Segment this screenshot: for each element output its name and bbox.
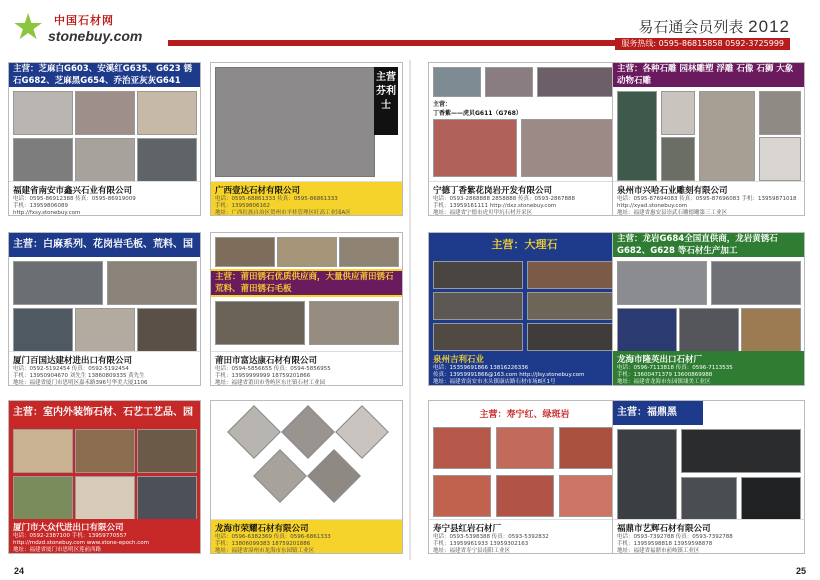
contact-line: 电话：0593-2868888 2858888 传真：0593-2867888 — [433, 196, 575, 202]
contact-line: 地址：福建省厦门市思明区莲前西路 — [13, 547, 102, 553]
star-logo-icon: ★ — [12, 7, 45, 48]
company-name: 泉州市兴哈石业雕刻有限公司 — [617, 186, 728, 196]
ad-card-yida[interactable] — [210, 62, 403, 216]
label-main: 主营：寿宁红、绿斑岩 — [479, 410, 570, 420]
ad-footer — [9, 181, 200, 215]
company-name: 莆田市富达康石材有限公司 — [215, 356, 318, 366]
ad-banner: 主营：白麻系列、花岗岩毛板、荒料、国 — [9, 233, 200, 257]
logo-cn-text: 中国石材网 — [54, 14, 114, 27]
company-name: 宁德丁香紫花岗岩开发有限公司 — [433, 186, 553, 196]
contact-line: 地址：福建省福鼎市前岐镇工业区 — [617, 548, 700, 554]
contact-line: 手机：13600471379 13600869988 — [617, 372, 713, 378]
ad-tiles — [215, 405, 400, 499]
company-name: 厦门百国达建材进出口有限公司 — [13, 356, 133, 366]
contact-line: 传真：13959991866@163.com http://jlsy.stonebuy.com — [433, 372, 585, 378]
company-name: 龙海市隆英出口石材厂 — [617, 355, 703, 365]
ad-footer — [9, 519, 200, 553]
ad-photos — [433, 427, 618, 521]
contact-line: 手机：13959161111 http://dxz.stonebuy.com — [433, 203, 557, 209]
company-name: 厦门市大众代进出口有限公司 — [13, 523, 124, 533]
contact-line: 地址：福建省莆田市秀屿区东庄镇石材工业园 — [215, 380, 326, 386]
ad-photos — [617, 429, 802, 523]
ad-photos — [433, 261, 618, 355]
ad-banner: 主营：芝麻白G603、安溪红G635、G623 锈石G682、芝麻黑G654、乔治亚灰灰G641 — [9, 63, 200, 87]
contact-line: 电话：0595-68861333 传真：0595-86861333 — [215, 196, 338, 202]
site-logo[interactable] — [12, 7, 162, 50]
contact-line: http://fxsy.stonebuy.com — [13, 210, 81, 216]
ad-card-yihui[interactable] — [612, 400, 805, 554]
contact-line: 手机：13959999999 18759201866 — [215, 373, 311, 379]
catalog-year: 2012 — [748, 17, 790, 36]
granite-photo — [215, 67, 375, 177]
company-name: 广西壹达石材有限公司 — [215, 186, 301, 196]
contact-line: 手机：13959961933 13959302163 — [433, 541, 529, 547]
company-name: 龙海市荣耀石材有限公司 — [215, 524, 309, 534]
ad-banner: 主营：龙岩G684全国直供商，龙岩黄锈石G682、G628 等石材生产加工 — [613, 233, 804, 257]
ad-footer — [613, 181, 804, 215]
contact-line: 电话：0595-86912388 传真：0595-86919009 — [13, 196, 136, 202]
page-spine — [409, 60, 411, 560]
contact-line: 电话：0593-5398388 传真：0593-5392832 — [433, 534, 549, 540]
contact-line: 电话：0593-7392788 传真：0593-7392788 — [617, 534, 733, 540]
ad-banner: 主营：大理石 — [429, 233, 620, 257]
ad-card-rongyao[interactable] — [210, 400, 403, 554]
service-hotline: 服务热线: 0595-86815858 0592-3725999 — [615, 38, 790, 50]
ad-card-dazhong[interactable] — [8, 400, 201, 554]
contact-line: 地址：广西壮族自治区贺州市平桂管理区旺高工业园A区 — [215, 210, 351, 216]
ad-photos — [433, 67, 618, 183]
ad-photos — [13, 91, 198, 185]
contact-line: 手机：13950904670 刘先生 13860809335 黄先生 — [13, 373, 145, 379]
ad-card-fudakang[interactable] — [210, 232, 403, 386]
ad-footer — [211, 519, 402, 553]
ad-banner: 主营：福鼎黑 — [613, 401, 703, 425]
ad-photos — [13, 261, 198, 355]
company-name: 泉州吉利石业 — [433, 355, 485, 365]
contact-line: 地址：福建省寿宁县南阳工业区 — [433, 548, 511, 554]
ad-footer — [613, 351, 804, 385]
ad-footer — [211, 181, 402, 215]
contact-line: 地址：福建省南安市水头镇康店路石材市场8区1号 — [433, 379, 556, 385]
ad-banner: 主营：各种石雕 园林雕塑 浮雕 石像 石狮 大象 动物石雕 — [613, 63, 804, 87]
contact-line: 电话：0596-6382369 传真：0596-6861333 — [215, 534, 331, 540]
ad-footer — [429, 351, 620, 385]
ad-banner: 主营：莆田锈石优质供应商，大量供应莆田锈石荒料、莆田锈石毛板 — [211, 269, 402, 297]
ad-card-xingha[interactable] — [612, 62, 805, 216]
contact-line: 电话：0592-5192454 传真：0592-5192454 — [13, 366, 129, 372]
vertical-tag: 主营芬利士 — [374, 67, 398, 135]
ad-card-baiguoda[interactable] — [8, 232, 201, 386]
contact-line: 手机：13806099383 18759201886 — [215, 541, 311, 547]
header-red-bar — [168, 40, 668, 46]
ad-card-hongyan[interactable] — [428, 400, 621, 554]
logo-en-text: stonebuy.com — [48, 28, 143, 44]
page-number-left: 24 — [14, 566, 25, 576]
contact-line: 电话：0592-2387100 手机：13959770557 — [13, 533, 127, 539]
ad-photos — [13, 429, 198, 523]
ad-banner: 主营：室内外装饰石材、石艺工艺品、园 — [9, 401, 200, 425]
company-name: 福鼎市艺辉石材有限公司 — [617, 524, 711, 534]
contact-line: 电话：0595-87694083 传真：0595-87696083 手机：13959871018 — [617, 196, 797, 202]
contact-line: 地址：福建省宁德市虎贝甲坑石材开采区 — [433, 210, 533, 216]
label-main: 主营： — [433, 101, 452, 108]
ad-photos — [617, 91, 802, 185]
company-name: 寿宁县红岩石材厂 — [433, 524, 502, 534]
ad-card-xinxing[interactable] — [8, 62, 201, 216]
ad-footer — [429, 519, 620, 553]
page-number-right: 25 — [795, 566, 806, 576]
company-name: 福建省南安市鑫兴石业有限公司 — [13, 186, 133, 196]
label-product: 丁香紫——虎贝G611（G768） — [433, 110, 522, 117]
catalog-title — [638, 16, 790, 37]
contact-line: 地址：福建省惠安县崇武石雕德雕第三工业区 — [617, 210, 728, 216]
contact-line: 电话：15359691866 13816226336 — [433, 365, 529, 371]
contact-line: 电话：0596-7113818 传真：0596-7113535 — [617, 365, 733, 371]
ad-card-jili[interactable] — [428, 232, 621, 386]
ad-footer — [211, 351, 402, 385]
contact-line: http://xyad.stonebuy.com — [617, 203, 688, 209]
ad-card-dingxiangzi[interactable] — [428, 62, 621, 216]
page-header — [0, 0, 820, 52]
contact-line: http://mdzd.stonebuy.com www.stone-epoch.com — [13, 540, 149, 546]
ad-card-longying[interactable] — [612, 232, 805, 386]
ad-footer — [613, 519, 804, 553]
ad-photos — [617, 261, 802, 355]
contact-line: 地址：福建省厦门市思明区嘉禾路396号华美大厦1106 — [13, 380, 148, 386]
catalog-title-text: 易石通会员列表 — [638, 18, 744, 36]
contact-line: 手机：13959598818 13959598878 — [617, 541, 713, 547]
contact-line: 手机：13959806162 — [215, 203, 270, 209]
contact-line: 地址：福建省漳州市龙海市东园镇工业区 — [215, 548, 315, 554]
contact-line: 手机：13959806089 — [13, 203, 68, 209]
contact-line: 地址：福建省龙海市东园镇埭美工业区 — [617, 379, 711, 385]
ad-footer — [429, 181, 620, 215]
contact-line: 电话：0594-5856655 传真：0594-5856955 — [215, 366, 331, 372]
ad-footer — [9, 351, 200, 385]
